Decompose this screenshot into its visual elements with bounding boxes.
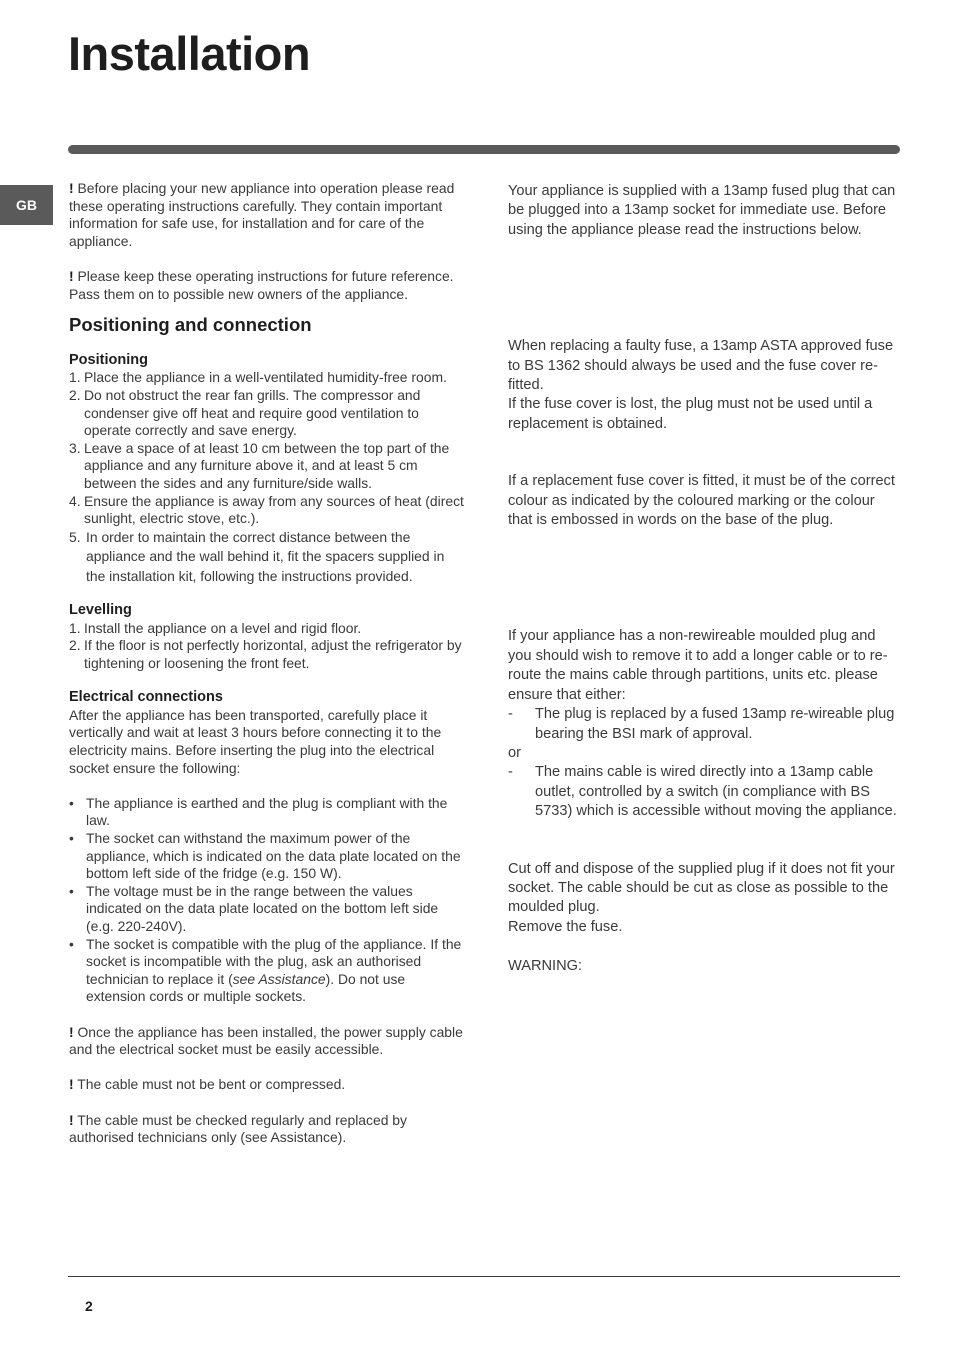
list-item: 1. Install the appliance on a level and rigid floor. [69,619,362,636]
intro-paragraph-2: ! Please keep these operating instructions for future reference. Pass them on to possible new owners of the appliance. [69,267,454,302]
list-item: 2. If the floor is not perfectly horizontal, adjust the refrigerator by tightening or loosening the front feet. [69,637,462,671]
intro-paragraph-1: ! Before placing your new appliance into operation please read these operating instructions carefully. They contain important information for safe use, for installation and for care of the appliance. [69,180,455,249]
list-item: • The socket can withstand the maximum power of the appliance, which is indicated on the data plate located on the bottom left side of the fridge (e.g. 150 W). [69,830,461,882]
page-title: Installation [68,27,311,80]
electrical-checklist [69,795,464,1006]
note-cable-bent: ! The cable must not be bent or compressed. [69,1076,346,1093]
language-tab: GB [0,185,53,225]
cut-off-plug-block: Cut off and dispose of the supplied plug if it does not fit your socket. The cable should be cut as close as possible to the moulded plug. Remove the fuse. [508,860,895,935]
list-item: 5. In order to maintain the correct distance between the appliance and the wall behind it, fit the spacers supplied in the installation kit, following the instructions provided. [69,528,445,584]
list-item: • The voltage must be in the range between the values indicated on the data plate located on the bottom left side (e.g. 220-240V). [69,882,439,934]
plug-options-list [508,705,902,744]
list-item: - The plug is replaced by a fused 13amp re-wireable plug bearing the BSI mark of approval. [508,706,895,742]
levelling-heading: Levelling [69,601,132,618]
right-column [508,182,902,976]
warning-label: WARNING: [508,957,583,974]
list-item: - The mains cable is wired directly into a 13amp cable outlet, controlled by a switch (in compliance with BS 5733) which is accessible without moving the appliance. [508,764,897,820]
plug-intro: Your appliance is supplied with a 13amp fused plug that can be plugged into a 13amp socket for immediate use. Before using the appliance please read the instructions below. [508,183,896,238]
left-column [69,180,464,1147]
header-divider-bar [68,145,900,154]
warning-mark: ! [69,180,74,196]
fuse-cover-colour: If a replacement fuse cover is fitted, it must be of the correct colour as indicated by the coloured marking or the colour that is embossed in words on the base of the plug. [508,473,895,529]
list-item: • The socket is compatible with the plug of the appliance. If the socket is incompatible with the plug, ask an authorised technician to replace it (see Assistance). Do not use extension cords or multiple sockets. [69,935,462,1005]
warning-mark: ! [69,1076,74,1093]
or-text: or [508,744,521,761]
plug-options-list [508,763,902,821]
list-item: 1. Place the appliance in a well-ventilated humidity-free room. [69,369,447,386]
list-item: 2. Do not obstruct the rear fan grills. The compressor and condenser give off heat and require good ventilation to operate correctly and save energy. [69,386,421,439]
fuse-replacement-block: When replacing a faulty fuse, a 13amp ASTA approved fuse to BS 1362 should always be used and the fuse cover re-fitted. If the fuse cover is lost, the plug must not be used until a replacement is obtained. [508,338,894,432]
page-number: 2 [85,1298,93,1314]
positioning-list [69,369,464,586]
warning-mark: ! [69,1023,74,1040]
list-item: 4. Ensure the appliance is away from any sources of heat (direct sunlight, electric stove, etc.). [69,492,464,527]
warning-mark: ! [69,1111,74,1128]
note-cable-checked: ! The cable must be checked regularly and replaced by authorised technicians only (see Assistance). [69,1111,407,1146]
levelling-list [69,620,464,673]
positioning-heading: Positioning [69,351,148,368]
moulded-plug-block: If your appliance has a non-rewireable moulded plug and you should wish to remove it to add a longer cable or to re-route the mains cable through partitions, units etc. please ensure that either: - The plug is replaced by a fused 13amp re-wireable plug bearing the BSI mark of approval. or - The mains cable is wired directly into a 13amp cable outlet, controlled by a switch (in compliance with BS 5733) which is accessible without moving the appliance. [508,627,902,821]
list-item: • The appliance is earthed and the plug is compliant with the law. [69,794,448,829]
footer-divider [68,1276,900,1277]
section-title: Positioning and connection [69,314,312,336]
list-item: 3. Leave a space of at least 10 cm between the top part of the appliance and any furniture above it, and at least 5 cm between the sides and any furniture/side walls. [69,439,450,491]
electrical-intro: After the appliance has been transported, carefully place it vertically and wait at least 3 hours before connecting it to the electricity mains. Before inserting the plug into the electrical socket ensure the following: [69,706,442,776]
note-accessible: ! Once the appliance has been installed, the power supply cable and the electrical socket must be easily accessible. [69,1023,463,1058]
electrical-heading: Electrical connections [69,689,223,706]
warning-mark: ! [69,267,74,284]
